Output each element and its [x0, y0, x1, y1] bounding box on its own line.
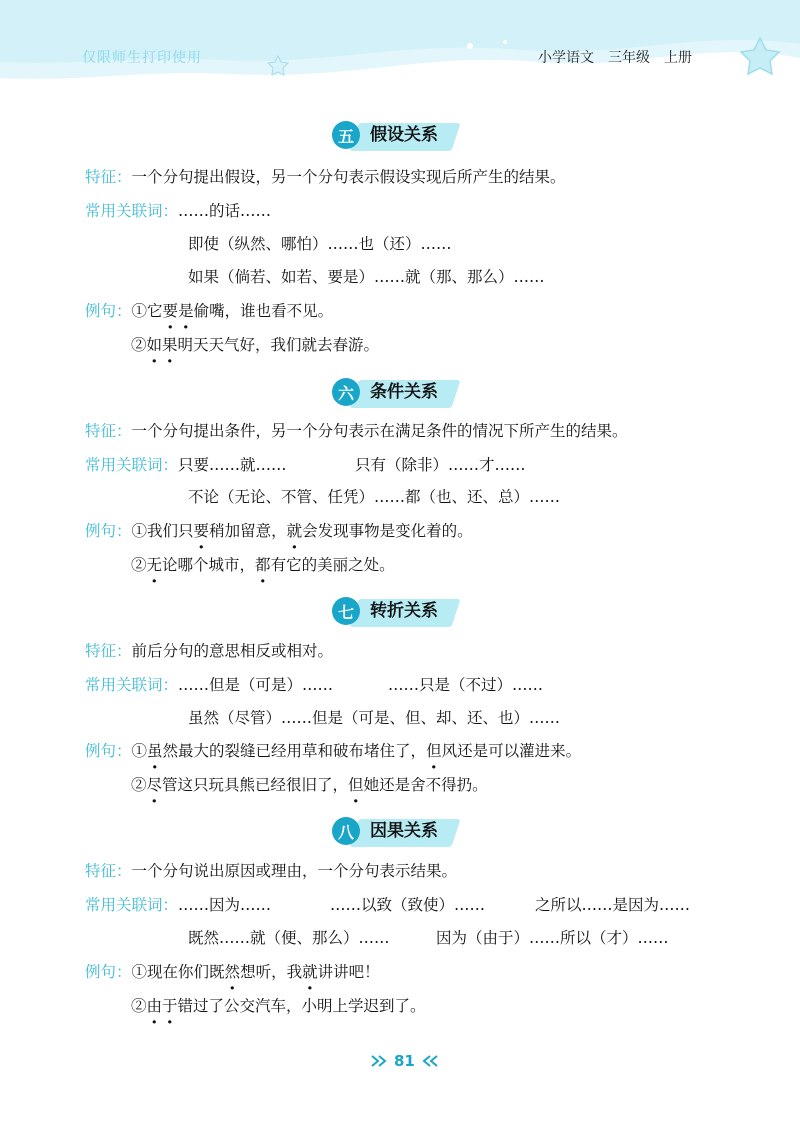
keywords-label: 常用关联词： [85, 202, 179, 220]
keyword-item: ……以致（致使）…… [330, 896, 486, 914]
feature-label: 特征： [85, 168, 132, 186]
example-sentence: ②如果明天天气好，我们就去春游。 [131, 336, 380, 354]
section-number-badge: 七 [332, 597, 360, 625]
section-title-7 [332, 596, 456, 626]
keywords-line [85, 674, 333, 696]
keyword-item: 不论（无论、不管、任凭）……都（也、还、总）…… [188, 488, 561, 506]
watermark-text: 仅限师生打印使用 [82, 50, 202, 66]
section-title-8 [332, 816, 456, 846]
emphasized-conjunction: 要 [193, 522, 210, 540]
emphasized-conjunction: 尽 [146, 776, 163, 794]
keyword-item: 因为（由于）……所以（才）…… [436, 929, 669, 947]
section-title-text: 条件关系 [354, 378, 456, 406]
emphasized-conjunction: 都 [255, 556, 271, 574]
example-sentence: 例句：①我们只要稍加留意，就会发现事物是变化着的。 [85, 522, 473, 540]
emphasized-conjunction: 果 [162, 336, 178, 354]
keyword-item: 只有（除非）……才…… [355, 456, 526, 474]
keyword-item: ……只是（不过）…… [388, 676, 544, 694]
keyword-item: ……的话…… [178, 202, 272, 220]
example-label: 例句： [85, 522, 132, 540]
keywords-line [85, 200, 271, 222]
feature-line [85, 420, 628, 442]
example-label: 例句： [85, 742, 132, 760]
emphasized-conjunction: 是 [178, 302, 194, 320]
keyword-item: 只要……就…… [178, 456, 287, 474]
emphasized-conjunction: 无 [146, 556, 163, 574]
section-title-text: 因果关系 [354, 817, 456, 845]
section-title-6 [332, 377, 456, 407]
example-label: 例句： [85, 302, 132, 320]
example-sentence: ②由于错过了公交汽车，小明上学迟到了。 [131, 997, 426, 1015]
keyword-item: 之所以……是因为…… [535, 896, 691, 914]
header-wave-decoration [0, 0, 800, 90]
example-label: 例句： [85, 963, 132, 981]
keyword-item: 即使（纵然、哪怕）……也（还）…… [188, 235, 452, 253]
right-arrow-ornament-icon [419, 1055, 439, 1067]
feature-label: 特征： [85, 642, 132, 660]
book-info: 小学语文 三年级 上册 [538, 50, 692, 66]
feature-text: 一个分句说出原因或理由，一个分句表示结果。 [131, 862, 458, 880]
emphasized-conjunction: 就 [302, 963, 318, 981]
feature-text: 一个分句提出条件，另一个分句表示在满足条件的情况下所产生的结果。 [131, 422, 628, 440]
keywords-label: 常用关联词： [85, 676, 179, 694]
feature-label: 特征： [85, 422, 132, 440]
keywords-label: 常用关联词： [85, 896, 179, 914]
feature-line [85, 640, 333, 662]
keyword-item: ……因为…… [178, 896, 272, 914]
section-number-badge: 六 [332, 378, 360, 406]
emphasized-conjunction: 虽 [147, 742, 163, 760]
feature-line [85, 860, 457, 882]
emphasized-conjunction: 于 [162, 997, 178, 1015]
page-footer [370, 1052, 439, 1070]
feature-text: 前后分句的意思相反或相对。 [131, 642, 334, 660]
page-number: 81 [394, 1052, 415, 1070]
keywords-line [85, 894, 271, 916]
keyword-item: ……但是（可是）…… [178, 676, 334, 694]
keyword-item: 如果（倘若、如若、要是）……就（那、那么）…… [188, 268, 545, 286]
emphasized-conjunction: 由 [146, 997, 163, 1015]
emphasized-conjunction: 但 [426, 742, 442, 760]
emphasized-conjunction: 要 [162, 302, 179, 320]
emphasized-conjunction: 就 [286, 522, 303, 540]
feature-line [85, 166, 566, 188]
keyword-item: 既然……就（便、那么）…… [188, 929, 390, 947]
example-sentence: 例句：①虽然最大的裂缝已经用草和破布堵住了，但风还是可以灌进来。 [85, 742, 582, 760]
section-title-text: 假设关系 [354, 121, 456, 149]
section-number-badge: 五 [332, 121, 360, 149]
section-number-badge: 八 [332, 817, 360, 845]
keywords-line [85, 454, 287, 476]
keyword-item: 虽然（尽管）……但是（可是、但、却、还、也）…… [188, 709, 561, 727]
section-title-5 [332, 120, 456, 150]
example-sentence: 例句：①它要是偷嘴，谁也看不见。 [85, 302, 334, 320]
keywords-label: 常用关联词： [85, 456, 179, 474]
section-title-text: 转折关系 [354, 597, 456, 625]
emphasized-conjunction: 如 [146, 336, 163, 354]
emphasized-conjunction: 但 [348, 776, 364, 794]
example-sentence: ②尽管这只玩具熊已经很旧了，但她还是舍不得扔。 [131, 776, 488, 794]
example-sentence: ②无论哪个城市，都有它的美丽之处。 [131, 556, 395, 574]
example-sentence: 例句：①现在你们既然想听，我就讲讲吧！ [85, 963, 380, 981]
feature-label: 特征： [85, 862, 132, 880]
left-arrow-ornament-icon [370, 1055, 390, 1067]
feature-text: 一个分句提出假设，另一个分句表示假设实现后所产生的结果。 [131, 168, 566, 186]
emphasized-conjunction: 然 [224, 963, 241, 981]
